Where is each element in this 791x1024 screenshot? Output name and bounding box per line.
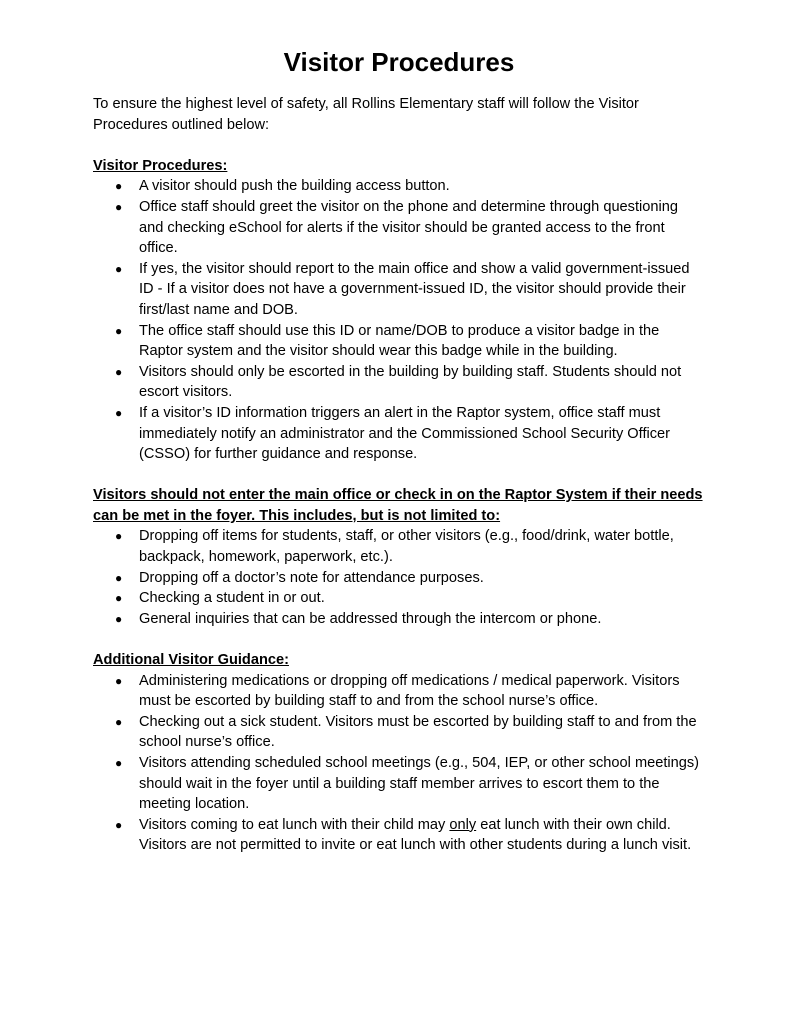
page-title: Visitor Procedures bbox=[283, 47, 515, 77]
bullet-icon: ● bbox=[115, 529, 123, 544]
emphasis-only: only bbox=[449, 816, 477, 833]
list-item: ● If a visitor’s ID information triggers an alert in the Raptor system, office staff must immediately notify an administrator and the Commissioned School Security Officer (CSSO) for further guidance and response. bbox=[115, 404, 671, 463]
list-item: ● Visitors attending scheduled school meetings (e.g., 504, IEP, or other school meetings) should wait in the foyer until a building staff member arrives to escort them to the meeting location. bbox=[115, 755, 700, 813]
spacer bbox=[93, 465, 705, 486]
list-item: ● Visitors coming to eat lunch with their child may only eat lunch with their own child. Visitors are not permitted to invite or eat lunch with other students during a lunch visit. bbox=[115, 816, 692, 854]
section-heading-additional-guidance: Additional Visitor Guidance: bbox=[93, 652, 289, 669]
list-item: ● The office staff should use this ID or name/DOB to produce a visitor badge in the Raptor system and the visitor should wear this badge while in the building. bbox=[115, 322, 660, 360]
bullet-icon: ● bbox=[115, 261, 123, 276]
intro-paragraph: To ensure the highest level of safety, all Rollins Elementary staff will follow the Visitor Procedures outlined below: bbox=[93, 96, 639, 133]
bullet-icon: ● bbox=[115, 673, 123, 688]
list-item: ● Dropping off a doctor’s note for attendance purposes. bbox=[93, 568, 705, 589]
spacer bbox=[93, 135, 705, 156]
list-item: ● Visitors should only be escorted in the building by building staff. Students should not escort visitors. bbox=[115, 363, 682, 401]
bullet-icon: ● bbox=[115, 179, 123, 194]
bullet-icon: ● bbox=[115, 323, 123, 338]
visitor-procedures-list bbox=[93, 176, 705, 464]
bullet-icon: ● bbox=[115, 591, 123, 606]
list-item: ● Checking out a sick student. Visitors must be escorted by building staff to and from the school nurse’s office. bbox=[115, 713, 697, 751]
document-page bbox=[93, 44, 705, 856]
bullet-icon: ● bbox=[115, 405, 123, 420]
section-heading-foyer-needs: Visitors should not enter the main office or check in on the Raptor System if their needs can be met in the foyer. This includes, but is not limited to: bbox=[93, 487, 703, 524]
list-item: ● Administering medications or dropping off medications / medical paperwork. Visitors must be escorted by building staff to and from the school nurse’s office. bbox=[115, 672, 680, 710]
list-item: ● Checking a student in or out. bbox=[93, 588, 705, 609]
list-item: ● General inquiries that can be addressed through the intercom or phone. bbox=[93, 609, 705, 630]
bullet-icon: ● bbox=[115, 817, 123, 832]
list-item: ● A visitor should push the building access button. bbox=[93, 176, 705, 197]
additional-guidance-list bbox=[93, 671, 705, 856]
bullet-icon: ● bbox=[115, 756, 123, 770]
spacer bbox=[93, 629, 705, 650]
bullet-icon: ● bbox=[115, 570, 123, 585]
bullet-icon: ● bbox=[115, 714, 123, 729]
list-item: ● If yes, the visitor should report to the main office and show a valid government-issued ID - If a visitor does not have a government-issued ID, the visitor should provide their first/last name and DOB. bbox=[115, 260, 690, 318]
foyer-needs-list bbox=[93, 526, 705, 629]
list-item: ● Dropping off items for students, staff, or other visitors (e.g., food/drink, water bottle, backpack, homework, paperwork, etc.). bbox=[115, 528, 674, 566]
bullet-icon: ● bbox=[115, 364, 123, 379]
bullet-icon: ● bbox=[115, 611, 123, 626]
list-item: ● Office staff should greet the visitor on the phone and determine through questioning and checking eSchool for alerts if the visitor should be granted access to the front office. bbox=[115, 198, 678, 257]
section-heading-visitor-procedures: Visitor Procedures: bbox=[93, 157, 228, 174]
bullet-icon: ● bbox=[115, 199, 123, 214]
